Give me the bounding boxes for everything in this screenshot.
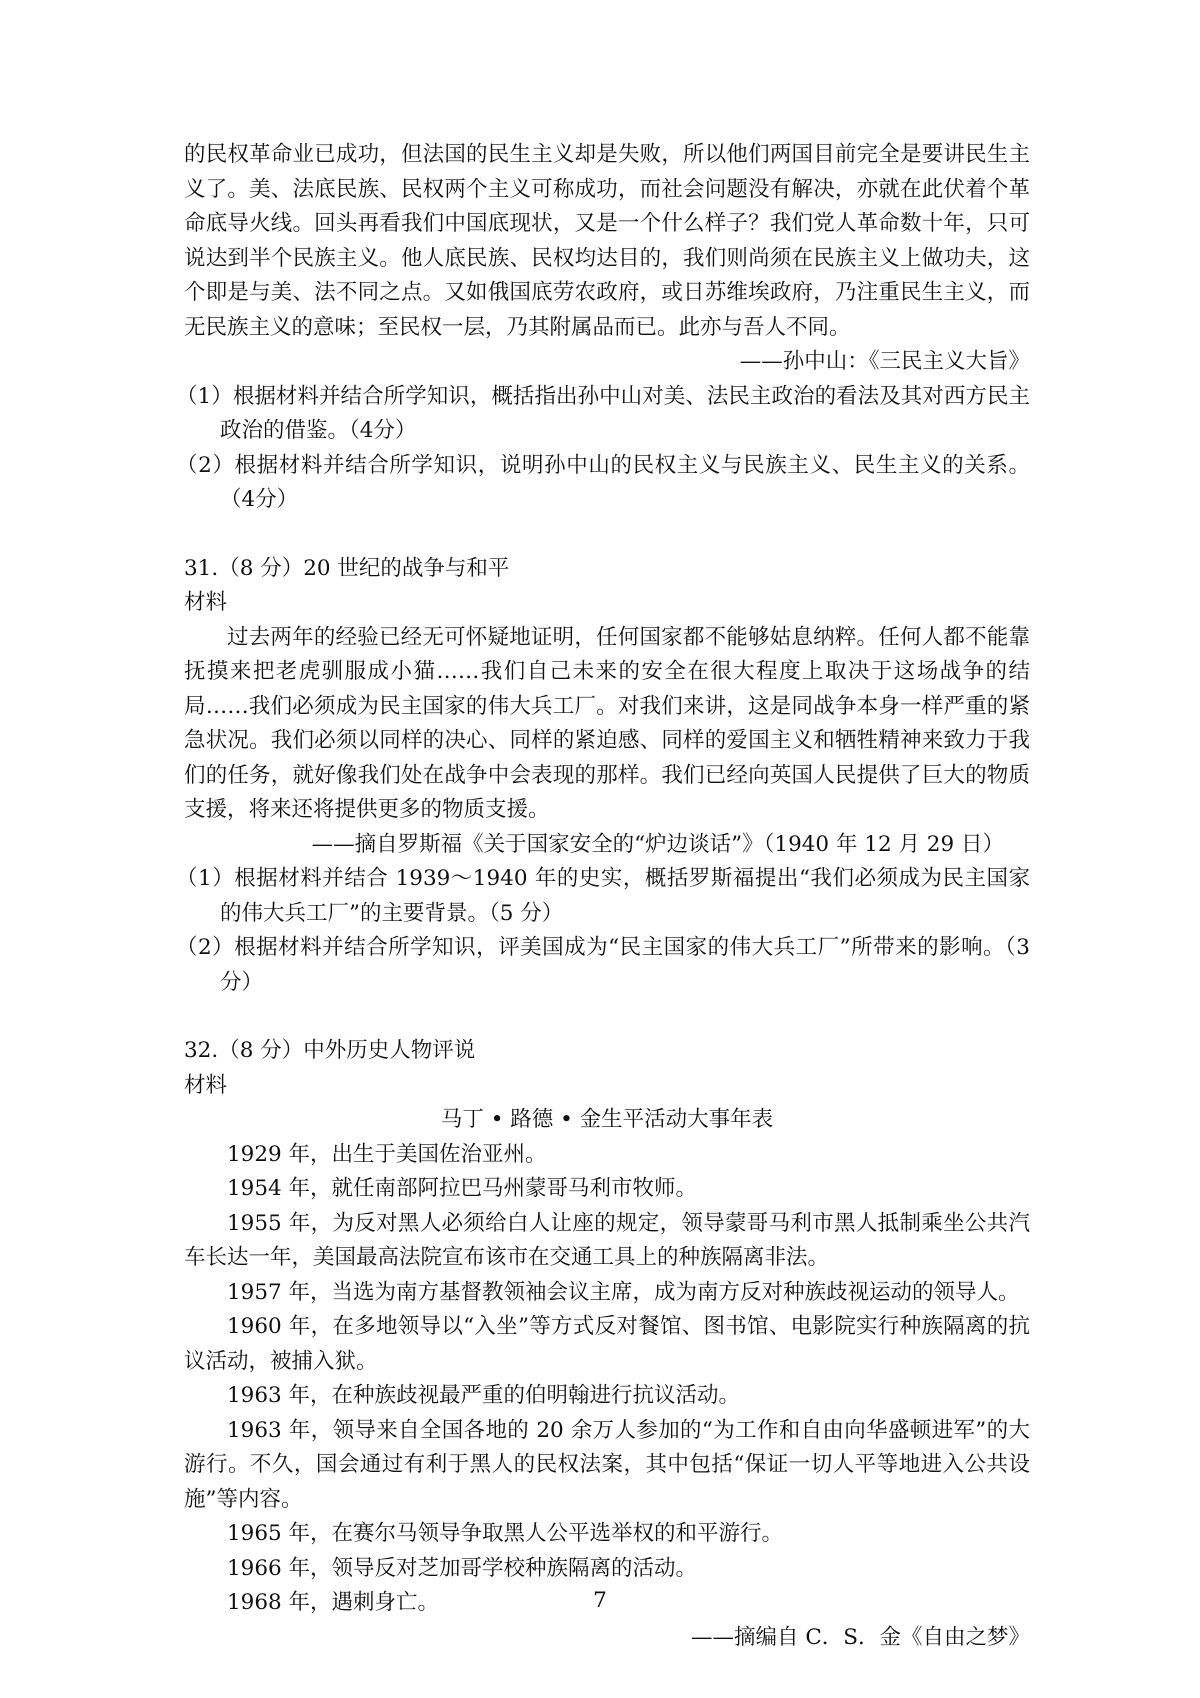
q31-material-label: 材料 (184, 590, 228, 615)
document-body (176, 138, 1030, 1655)
q32-source: ——摘编自 C．S．金《自由之梦》 (690, 1624, 1030, 1650)
q31-question-1: （1）根据材料并结合 1939～1940 年的史实，概括罗斯福提出“我们必须成为民主国家的伟大兵工厂”的主要背景。（5 分） (176, 866, 1030, 926)
q31-heading: 31.（8 分）20 世纪的战争与和平 (184, 555, 510, 581)
timeline-entry: 1963 年，领导来自全国各地的 20 余万人参加的“为工作和自由向华盛顿进军”的大游行。不久，国会通过有利于黑人的民权法案，其中包括“保证一切人平等地进入公共设施”等内容。 (184, 1417, 1030, 1512)
q31-paragraph: 过去两年的经验已经无可怀疑地证明，任何国家都不能够姑息纳粹。任何人都不能靠抚摸来把老虎驯服成小猫……我们自己未来的安全在很大程度上取决于这场战争的结局……我们必须成为民主国家的伟大兵工厂。对我们来讲，这是同战争本身一样严重的紧急状况。我们必须以同样的决心、同样的紧迫感、同样的爱国主义和牺牲精神来致力于我们的任务，就好像我们处在战争中会表现的那样。我们已经向英国人民提供了巨大的物质支援，将来还将提供更多的物质支援。 (184, 624, 1030, 822)
q32-heading: 32.（8 分）中外历史人物评说 (184, 1038, 476, 1063)
intro-question-2: （2）根据材料并结合所学知识，说明孙中山的民权主义与民族主义、民生主义的关系。（4分） (176, 452, 1030, 512)
q31-source: ——摘自罗斯福《关于国家安全的“炉边谈话”》（1940 年 12 月 29 日） (311, 831, 1004, 857)
q32-timeline (184, 1138, 1030, 1621)
timeline-entry: 1960 年，在多地领导以“入坐”等方式反对餐馆、图书馆、电影院实行种族隔离的抗议活动，被捕入狱。 (184, 1314, 1030, 1374)
timeline-entry: 1963 年，在种族歧视最严重的伯明翰进行抗议活动。 (227, 1383, 741, 1408)
page-number: 7 (593, 1588, 607, 1613)
timeline-entry: 1965 年，在赛尔马领导争取黑人公平选举权的和平游行。 (227, 1521, 784, 1546)
intro-source: ——孙中山：《三民主义大旨》 (739, 349, 1030, 374)
timeline-entry: 1968 年，遇刺身亡。 (227, 1590, 440, 1615)
timeline-entry: 1954 年，就任南部阿拉巴马州蒙哥马利市牧师。 (227, 1176, 698, 1201)
intro-question-1: （1）根据材料并结合所学知识，概括指出孙中山对美、法民主政治的看法及其对西方民主政治的借鉴。（4分） (176, 383, 1030, 443)
timeline-entry: 1955 年，为反对黑人必须给白人让座的规定，领导蒙哥马利市黑人抵制乘坐公共汽车长达一年，美国最高法院宣布该市在交通工具上的种族隔离非法。 (184, 1210, 1030, 1270)
q32-table-title: 马丁 • 路德 • 金生平活动大事年表 (440, 1107, 774, 1132)
intro-paragraph: 的民权革命业已成功，但法国的民生主义却是失败，所以他们两国目前完全是要讲民生主义了。美、法底民族、民权两个主义可称成功，而社会问题没有解决，亦就在此伏着个革命底导火线。回头再看我们中国底现状，又是一个什么样子？我们党人革命数十年，只可说达到半个民族主义。他人底民族、民权均达目的，我们则尚须在民族主义上做功夫，这个即是与美、法不同之点。又如俄国底劳农政府，或日苏维埃政府，乃注重民生主义，而无民族主义的意味；至民权一层，乃其附属品而已。此亦与吾人不同。 (184, 142, 1030, 340)
q32-material-label: 材料 (184, 1072, 228, 1098)
timeline-entry: 1929 年，出生于美国佐治亚州。 (227, 1141, 547, 1167)
q31-question-2: （2）根据材料并结合所学知识，评美国成为“民主国家的伟大兵工厂”所带来的影响。（3 分） (176, 935, 1030, 995)
timeline-entry: 1957 年，当选为南方基督教领袖会议主席，成为南方反对种族歧视运动的领导人。 (227, 1279, 1020, 1305)
timeline-entry: 1966 年，领导反对芝加哥学校种族隔离的活动。 (227, 1555, 698, 1581)
